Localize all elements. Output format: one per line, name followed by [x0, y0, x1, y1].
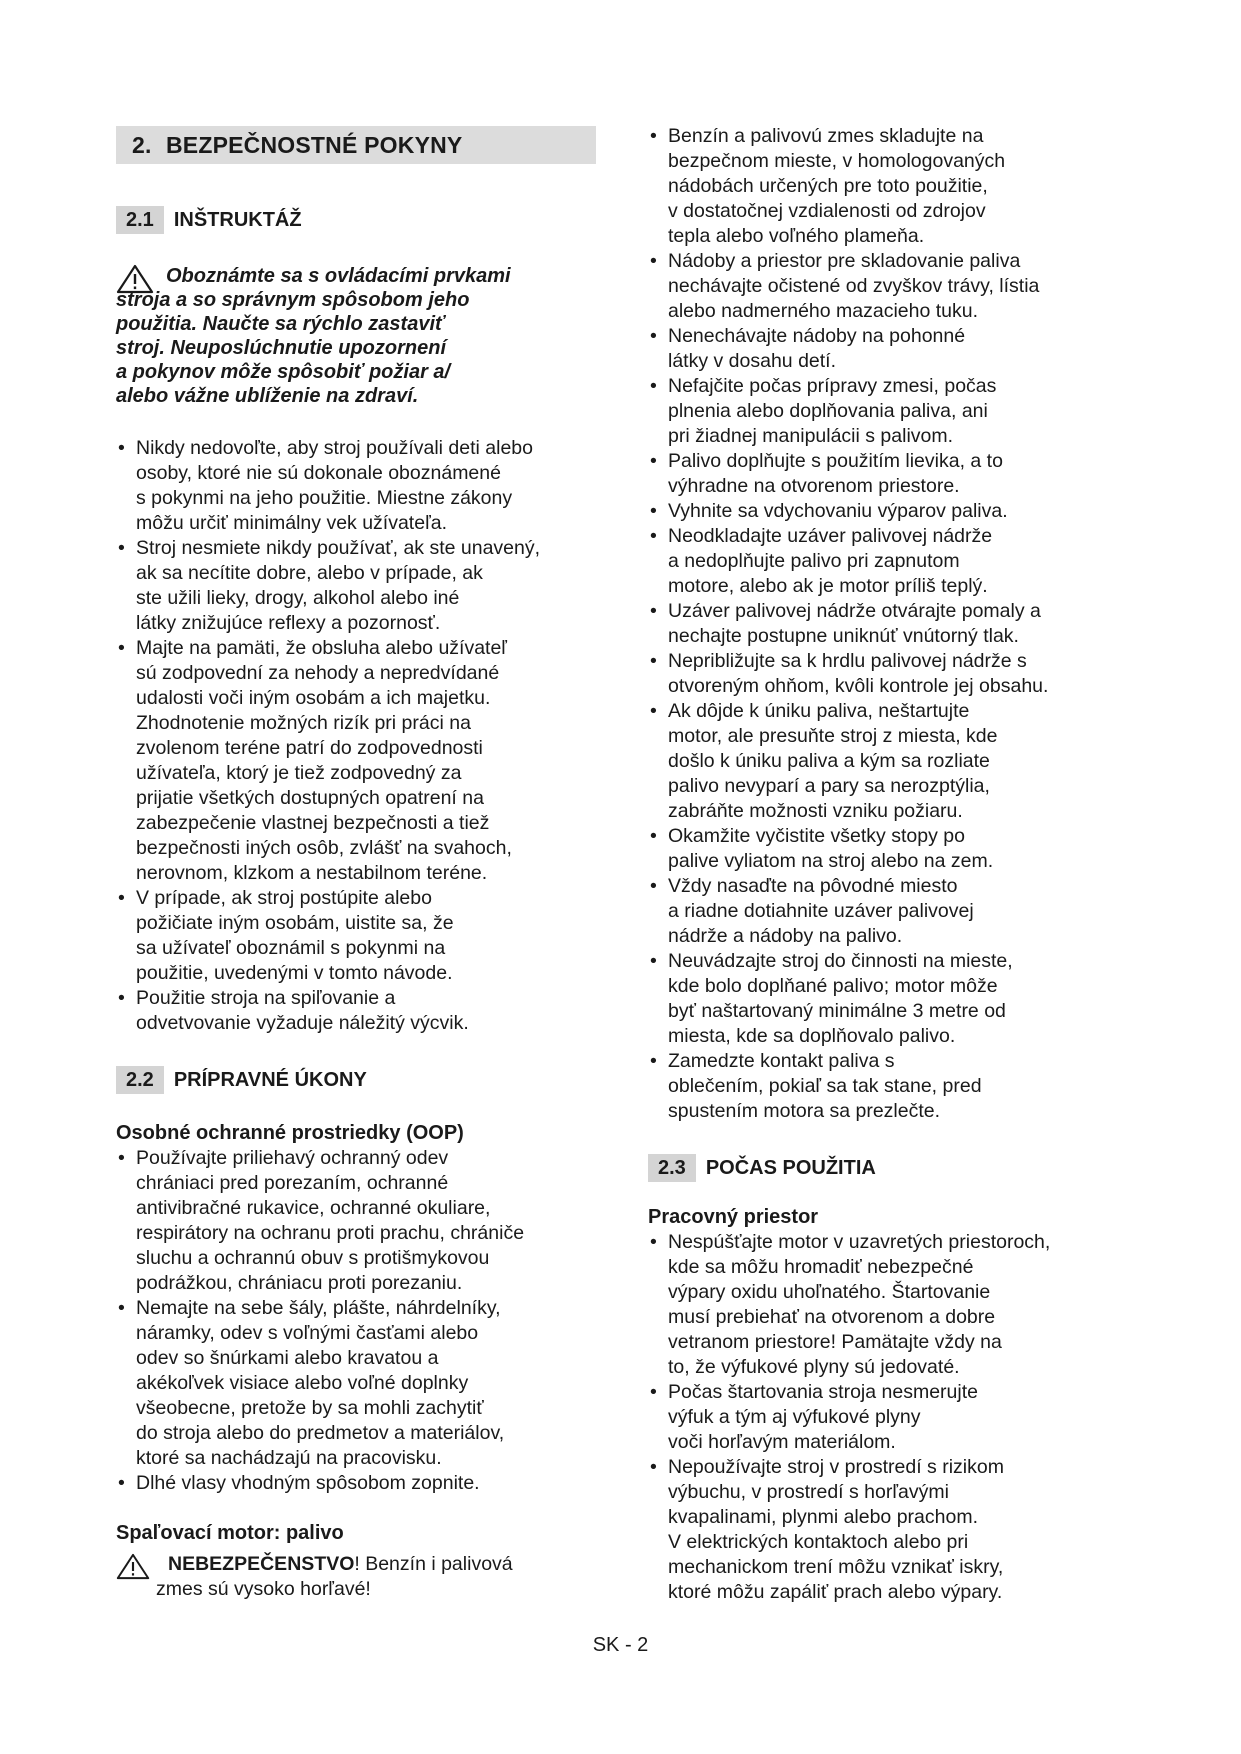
bullet-line: a riadne dotiahnite uzáver palivovej — [668, 900, 974, 922]
bullet-item — [648, 449, 1108, 499]
fuel-bullet-list — [648, 124, 1108, 1124]
right-column — [648, 124, 1108, 1605]
bullet-item — [648, 949, 1108, 1049]
bullet-line: antivibračné rukavice, ochranné okuliare, — [136, 1197, 491, 1219]
bullet-line: • V prípade, ak stroj postúpite alebo — [136, 887, 432, 909]
bullet-line: spustením motora sa prezlečte. — [668, 1100, 941, 1122]
bullet-line: látky znižujúce reflexy a pozornosť. — [136, 612, 441, 634]
bullet-line: podrážkou, chrániacu proti porezaniu. — [136, 1272, 463, 1294]
section-number: 2. — [132, 131, 152, 158]
bullet-item — [648, 1230, 1108, 1380]
subsection-2-3-header — [648, 1154, 1108, 1182]
bullet-line: udalosti voči iným osobám a ich majetku. — [136, 687, 491, 709]
bullet-line: motore, alebo ak je motor príliš teplý. — [668, 575, 988, 597]
bullet-line: kvapalinami, plynmi alebo prachom. — [668, 1506, 978, 1528]
bullet-item — [116, 436, 596, 536]
warning-line: stroj. Neuposlúchnutie upozornení — [116, 337, 446, 359]
workspace-bullet-list — [648, 1230, 1108, 1605]
bullet-line: výhradne na otvorenom priestore. — [668, 475, 960, 497]
bullet-line: akékoľvek visiace alebo voľné doplnky — [136, 1372, 469, 1394]
warning-line: alebo vážne ublíženie na zdraví. — [116, 385, 419, 407]
left-column — [116, 126, 596, 1602]
bullet-line: • Vyhnite sa vdychovaniu výparov paliva. — [668, 500, 1008, 522]
bullet-line: otvoreným ohňom, kvôli kontrole jej obsahu. — [668, 675, 1049, 697]
section-header — [116, 126, 596, 164]
bullet-item — [116, 1146, 596, 1296]
bullet-line: • Zamedzte kontakt paliva s — [668, 1050, 895, 1072]
bullet-line: ste užili lieky, drogy, alkohol alebo iné — [136, 587, 460, 609]
bullet-line: • Počas štartovania stroja nesmerujte — [668, 1381, 978, 1403]
bullet-line: • Používajte priliehavý ochranný odev — [136, 1147, 449, 1169]
bullet-item — [648, 1380, 1108, 1455]
bullet-line: nádobách určených pre toto použitie, — [668, 175, 988, 197]
bullet-line: kde bolo doplňané palivo; motor môže — [668, 975, 998, 997]
bullet-line: alebo nadmerného mazacieho tuku. — [668, 300, 979, 322]
warning-line: použitia. Naučte sa rýchlo zastaviť — [116, 313, 445, 335]
bullet-line: • Nefajčite počas prípravy zmesi, počas — [668, 375, 997, 397]
bullet-line: • Stroj nesmiete nikdy používať, ak ste unavený, — [136, 537, 541, 559]
danger-text: ! Benzín i palivová — [354, 1553, 513, 1575]
bullet-line: • Nespúšťajte motor v uzavretých priestoroch, — [668, 1231, 1051, 1253]
bullet-line: miesta, kde sa doplňovalo palivo. — [668, 1025, 956, 1047]
bullet-line: • Nádoby a priestor pre skladovanie paliva — [668, 250, 1021, 272]
bullet-line: • Nepribližujte sa k hrdlu palivovej nádrže s — [668, 650, 1027, 672]
bullet-line: s pokynmi na jeho použitie. Miestne zákony — [136, 487, 513, 509]
bullet-line: tepla alebo voľného plameňa. — [668, 225, 925, 247]
bullet-line: sa užívateľ oboznámil s pokynmi na — [136, 937, 446, 959]
bullet-line: výbuchu, v prostredí s horľavými — [668, 1481, 949, 1503]
bullet-line: palivo nevyparí a pary sa nerozptýlia, — [668, 775, 990, 797]
bullet-item — [116, 636, 596, 886]
bullet-item — [116, 886, 596, 986]
bullet-line: užívateľa, ktorý je tiež zodpovedný za — [136, 762, 462, 784]
bullet-line: to, že výfukové plyny sú jedovaté. — [668, 1356, 960, 1378]
bullet-line: • Palivo doplňujte s použitím lievika, a to — [668, 450, 1003, 472]
bullet-line: použitie, uvedenými v tomto návode. — [136, 962, 453, 984]
bullet-line: zabráňte možnosti vzniku požiaru. — [668, 800, 963, 822]
bullet-item — [648, 249, 1108, 324]
bullet-line: nerovnom, klzkom a nestabilnom teréne. — [136, 862, 488, 884]
bullet-line: bezpečnosti iných osôb, zvlášť na svahoch, — [136, 837, 512, 859]
danger-notice — [116, 1552, 596, 1602]
bullet-line: zabezpečenie vlastnej bezpečnosti a tiež — [136, 812, 490, 834]
subsection-title: INŠTRUKTÁŽ — [173, 208, 302, 231]
danger-word: NEBEZPEČENSTVO — [168, 1553, 355, 1575]
bullet-line: vetranom priestore! Pamätajte vždy na — [668, 1331, 1002, 1353]
bullet-line: • Majte na pamäti, že obsluha alebo užívateľ — [136, 637, 507, 659]
bullet-item — [648, 599, 1108, 649]
bullet-line: • Neuvádzajte stroj do činnosti na mieste, — [668, 950, 1013, 972]
bullet-item — [648, 824, 1108, 874]
subsection-number: 2.2 — [116, 1066, 164, 1094]
bullet-line: v dostatočnej vzdialenosti od zdrojov — [668, 200, 986, 222]
bullet-item — [648, 1455, 1108, 1605]
bullet-line: • Nepoužívajte stroj v prostredí s rizikom — [668, 1456, 1004, 1478]
bullet-line: voči horľavým materiálom. — [668, 1431, 896, 1453]
page-number: SK - 2 — [592, 1634, 649, 1656]
bullet-line: sú zodpovední za nehody a nepredvídané — [136, 662, 500, 684]
bullet-line: pri žiadnej manipulácii s palivom. — [668, 425, 954, 447]
bullet-line: požičiate iným osobám, uistite sa, že — [136, 912, 454, 934]
bullet-line: Zhodnotenie možných rizík pri práci na — [136, 712, 471, 734]
bullet-line: • Použitie stroja na spiľovanie a — [136, 987, 396, 1009]
bullet-line: kde sa môžu hromadiť nebezpečné — [668, 1256, 974, 1278]
warning-block — [116, 264, 596, 408]
bullet-line: • Nenechávajte nádoby na pohonné — [668, 325, 966, 347]
bullet-line: nádrže a nádoby na palivo. — [668, 925, 903, 947]
bullet-line: do stroja alebo do predmetov a materiálov, — [136, 1422, 505, 1444]
bullet-line: byť naštartovaný minimálne 3 metre od — [668, 1000, 1006, 1022]
subsection-2-1-header — [116, 206, 596, 234]
bullet-line: sluchu a ochrannú obuv s protišmykovou — [136, 1247, 490, 1269]
bullet-item — [648, 374, 1108, 449]
bullet-line: palive vyliatom na stroj alebo na zem. — [668, 850, 994, 872]
bullet-line: nechajte postupne uniknúť vnútorný tlak. — [668, 625, 1019, 647]
danger-line-2: zmes sú vysoko horľavé! — [156, 1578, 371, 1600]
bullet-line: všeobecne, pretože by sa mohli zachytiť — [136, 1397, 484, 1419]
bullet-line: ak sa necítite dobre, alebo v prípade, ak — [136, 562, 483, 584]
bullet-line: výfuk a tým aj výfukové plyny — [668, 1406, 921, 1428]
bullet-line: výpary oxidu uhoľnatého. Štartovanie — [668, 1281, 991, 1303]
subsection-2-2-header — [116, 1066, 596, 1094]
bullet-line: a nedoplňujte palivo pri zapnutom — [668, 550, 960, 572]
bullet-line: respirátory na ochranu proti prachu, chrániče — [136, 1222, 525, 1244]
bullet-line: došlo k úniku paliva a kým sa rozliate — [668, 750, 990, 772]
warning-triangle-icon — [116, 1553, 150, 1580]
bullet-line: látky v dosahu detí. — [668, 350, 837, 372]
bullet-line: prijatie všetkých dostupných opatrení na — [136, 787, 484, 809]
bullet-item — [648, 874, 1108, 949]
bullet-line: osoby, ktoré nie sú dokonale oboznámené — [136, 462, 501, 484]
bullet-line: • Neodkladajte uzáver palivovej nádrže — [668, 525, 993, 547]
oop-bullet-list — [116, 1146, 596, 1496]
bullet-line: odvetvovanie vyžaduje náležitý výcvik. — [136, 1012, 469, 1034]
bullet-item — [116, 536, 596, 636]
warning-line: a pokynov môže spôsobiť požiar a/ — [116, 361, 451, 383]
bullet-line: • Benzín a palivovú zmes skladujte na — [668, 125, 984, 147]
section-title: BEZPEČNOSTNÉ POKYNY — [166, 131, 463, 158]
bullet-line: zvolenom teréne patrí do zodpovednosti — [136, 737, 483, 759]
bullet-item — [648, 524, 1108, 599]
warning-line: Oboznámte sa s ovládacími prvkami — [166, 265, 511, 287]
bullet-line: • Vždy nasaďte na pôvodné miesto — [668, 875, 958, 897]
subsection-number: 2.1 — [116, 206, 164, 234]
bullet-line: motor, ale presuňte stroj z miesta, kde — [668, 725, 998, 747]
subsection-title: PRÍPRAVNÉ ÚKONY — [173, 1068, 367, 1091]
bullet-line: • Nikdy nedovoľte, aby stroj používali deti alebo — [136, 437, 533, 459]
bullet-line: ktoré môžu zapáliť prach alebo výpary. — [668, 1581, 1003, 1603]
bullet-line: nechávajte očistené od zvyškov trávy, lístia — [668, 275, 1040, 297]
bullet-item — [648, 324, 1108, 374]
bullet-line: ktoré sa nachádzajú na pracovisku. — [136, 1447, 442, 1469]
bullet-line: • Dlhé vlasy vhodným spôsobom zopnite. — [136, 1472, 480, 1494]
bullet-line: musí prebiehať na otvorenom a dobre — [668, 1306, 996, 1328]
oop-heading: Osobné ochranné prostriedky (OOP) — [116, 1122, 464, 1144]
bullet-item — [648, 124, 1108, 249]
bullet-line: • Okamžite vyčistite všetky stopy po — [668, 825, 965, 847]
bullet-item — [648, 499, 1108, 524]
bullet-item — [116, 1471, 596, 1496]
bullet-line: mechanickom trení môžu vznikať iskry, — [668, 1556, 1004, 1578]
subsection-number: 2.3 — [648, 1154, 696, 1182]
bullet-line: odev so šnúrkami alebo kravatou a — [136, 1347, 439, 1369]
subsection-title: POČAS POUŽITIA — [705, 1156, 876, 1179]
bullet-item — [648, 649, 1108, 699]
bullet-line: môžu určiť minimálny vek užívateľa. — [136, 512, 448, 534]
bullet-line: • Nemajte na sebe šály, plášte, náhrdelníky, — [136, 1297, 501, 1319]
bullet-line: náramky, odev s voľnými časťami alebo — [136, 1322, 479, 1344]
bullet-line: plnenia alebo doplňovania paliva, ani — [668, 400, 988, 422]
bullet-item — [116, 1296, 596, 1471]
workspace-heading: Pracovný priestor — [648, 1206, 819, 1228]
instruction-bullet-list — [116, 436, 596, 1036]
danger-line-1 — [116, 1552, 596, 1577]
bullet-line: • Ak dôjde k úniku paliva, neštartujte — [668, 700, 970, 722]
fuel-heading: Spaľovací motor: palivo — [116, 1522, 344, 1544]
bullet-line: • Uzáver palivovej nádrže otvárajte pomaly a — [668, 600, 1041, 622]
bullet-line: oblečením, pokiaľ sa tak stane, pred — [668, 1075, 982, 1097]
bullet-line: V elektrických kontaktoch alebo pri — [668, 1531, 969, 1553]
bullet-item — [648, 1049, 1108, 1124]
bullet-line: chrániaci pred porezaním, ochranné — [136, 1172, 449, 1194]
bullet-line: bezpečnom mieste, v homologovaných — [668, 150, 1006, 172]
bullet-item — [648, 699, 1108, 824]
warning-triangle-icon — [116, 264, 154, 294]
bullet-item — [116, 986, 596, 1036]
warning-line: stroja a so správnym spôsobom jeho — [116, 289, 470, 311]
